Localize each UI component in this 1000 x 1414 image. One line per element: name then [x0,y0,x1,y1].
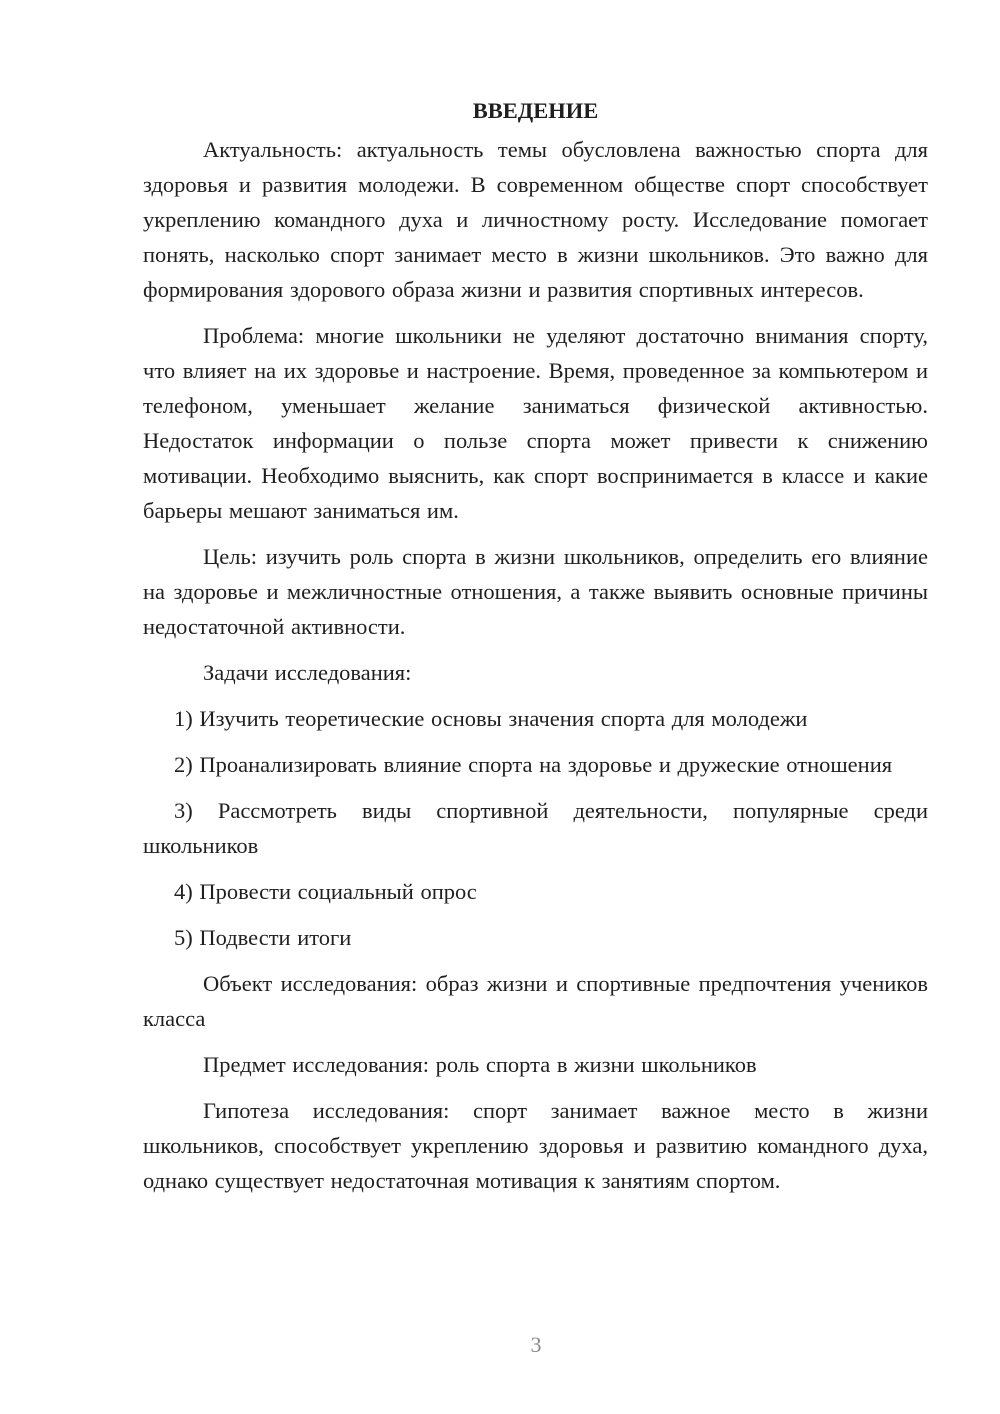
page-number: 3 [530,1332,542,1357]
subject-paragraph: Предмет исследования: роль спорта в жизни школьников [203,1052,757,1077]
tasks-heading: Задачи исследования: [203,660,412,685]
task-item-2: 2) Проанализировать влияние спорта на здоровье и дружеские отношения [174,752,893,777]
task-item-1: 1) Изучить теоретические основы значения спорта для молодежи [174,706,808,731]
document-body [143,93,928,1209]
page-title: ВВЕДЕНИЕ [472,98,599,123]
task-item-5: 5) Подвести итоги [174,925,352,950]
task-item-3: 3) Рассмотреть виды спортивной деятельности, популярные среди школьников [143,798,928,858]
task-item-4: 4) Провести социальный опрос [174,879,477,904]
goal-paragraph: Цель: изучить роль спорта в жизни школьников, определить его влияние на здоровье и межличностные отношения, а также выявить основные причины недостаточной активности. [143,544,928,639]
problem-paragraph: Проблема: многие школьники не уделяют достаточно внимания спорту, что влияет на их здоровье и настроение. Время, проведенное за компьютером и телефоном, уменьшает желание заниматься физической активностью. Недостаток информации о пользе спорта может привести к снижению мотивации. Необходимо выяснить, как спорт воспринимается в классе и какие барьеры мешают заниматься им. [143,323,928,523]
object-paragraph: Объект исследования: образ жизни и спортивные предпочтения учеников класса [143,971,928,1031]
relevance-paragraph: Актуальность: актуальность темы обусловлена важностью спорта для здоровья и развития молодежи. В современном обществе спорт способствует укреплению командного духа и личностному росту. Исследование помогает понять, насколько спорт занимает место в жизни школьников. Это важно для формирования здорового образа жизни и развития спортивных интересов. [143,137,928,302]
hypothesis-paragraph: Гипотеза исследования: спорт занимает важное место в жизни школьников, способствует укреплению здоровья и развитию командного духа, однако существует недостаточная мотивация к занятиям спортом. [143,1098,928,1193]
